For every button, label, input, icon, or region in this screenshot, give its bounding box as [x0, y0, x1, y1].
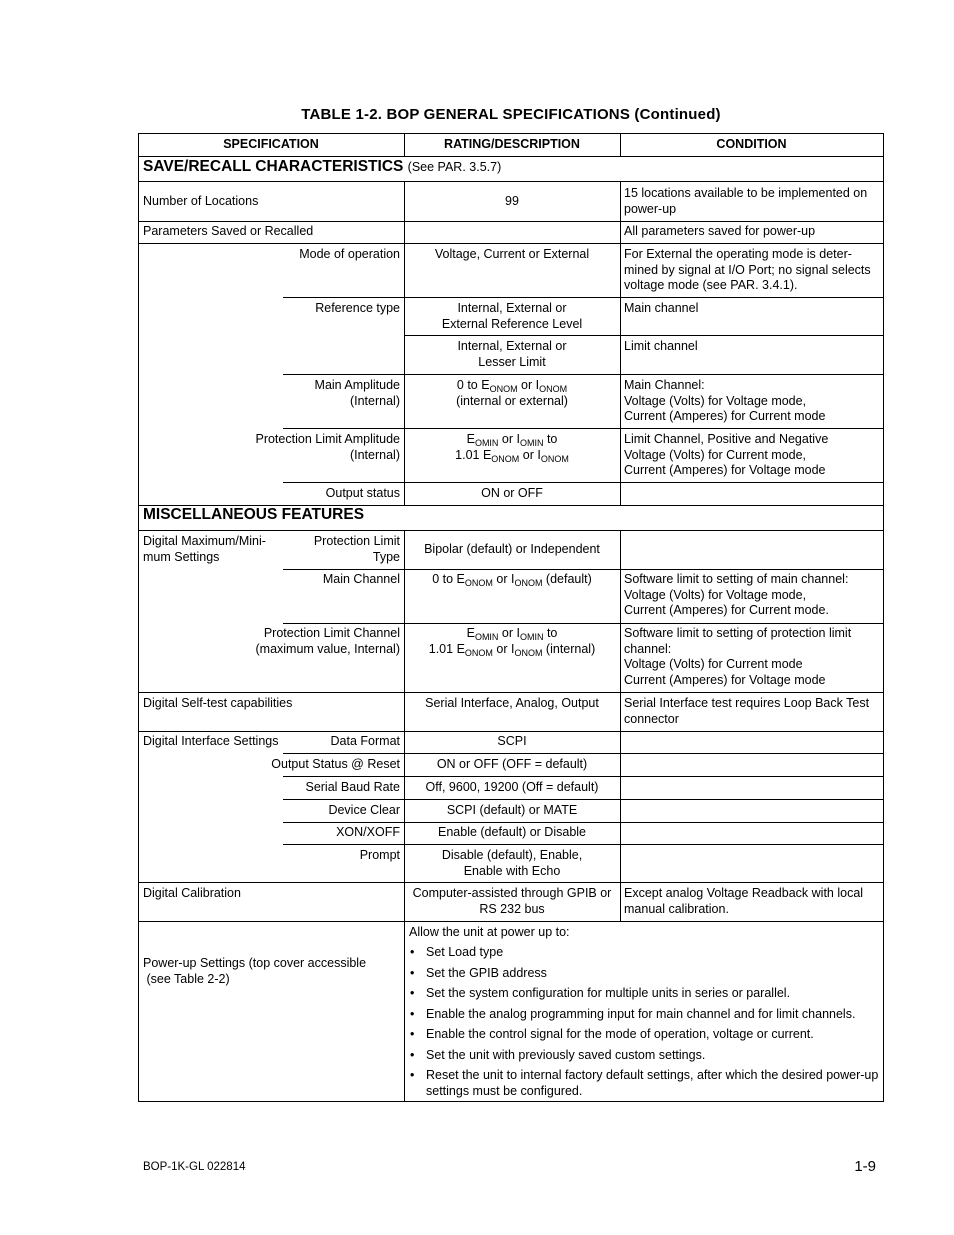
list-item: • Set Load type — [409, 945, 881, 961]
condition-protection-limit-channel: Software limit to setting of protection limit channel: Voltage (Volts) for Current mode Current (Amperes) for Voltage mode — [624, 626, 852, 687]
rating-data-format: SCPI — [497, 734, 527, 748]
condition-parameters: All parameters saved for power-up — [624, 224, 816, 238]
header-specification: SPECIFICATION — [223, 137, 319, 151]
section-save-recall: SAVE/RECALL CHARACTERISTICS (See PAR. 3.5.7) — [143, 158, 502, 175]
spec-prompt: Prompt — [359, 848, 400, 862]
footer-page-number: 1-9 — [854, 1158, 876, 1175]
rating-digital-calibration: Computer-assisted through GPIB or RS 232 bus — [412, 886, 612, 916]
rating-device-clear: SCPI (default) or MATE — [446, 803, 578, 817]
list-item: • Set the GPIB address — [409, 966, 881, 982]
header-rating: RATING/DESCRIPTION — [444, 137, 580, 151]
spec-output-status: Output status — [325, 486, 400, 500]
condition-digital-calibration: Except analog Voltage Readback with local manual calibration. — [624, 886, 864, 916]
spec-reference-type: Reference type — [315, 301, 400, 315]
rating-reference-main: Internal, External or External Reference Level — [441, 301, 583, 331]
spec-self-test: Digital Self-test capabilities — [143, 696, 293, 710]
spec-mode-of-operation: Mode of operation — [299, 247, 400, 261]
list-item: • Reset the unit to internal factory default settings, after which the desired power-up settings must be configured. — [409, 1068, 881, 1099]
rating-main-channel: 0 to $E_{ONOM}$ or $I_{ONOM}$ (default) — [432, 572, 592, 588]
rating-locations: 99 — [505, 194, 519, 208]
rating-protection-amplitude: $E_{OMIN}$ or $I_{OMIN}$ to 1.01 $E_{ONOM}$ or $I_{ONOM}$ — [455, 432, 569, 464]
list-item: • Set the system configuration for multiple units in series or parallel. — [409, 986, 881, 1002]
spec-digital-max-min: Digital Maximum/Mini- mum Settings — [143, 534, 266, 564]
spec-protection-limit-type: Protection Limit Type — [313, 534, 400, 564]
rating-prompt: Disable (default), Enable, Enable with Echo — [441, 848, 583, 878]
list-item: • Set the unit with previously saved custom settings. — [409, 1048, 881, 1064]
condition-protection-amplitude: Limit Channel, Positive and Negative Voltage (Volts) for Current mode, Current (Amperes) for Voltage mode — [624, 432, 829, 478]
condition-self-test: Serial Interface test requires Loop Back Test connector — [624, 696, 870, 726]
rating-reference-limit: Internal, External or Lesser Limit — [457, 339, 567, 369]
spec-output-status-reset: Output Status @ Reset — [271, 757, 400, 771]
list-item: • Enable the analog programming input for main channel and for limit channels. — [409, 1007, 881, 1023]
spec-main-channel: Main Channel — [322, 572, 400, 586]
rating-protection-limit-type: Bipolar (default) or Independent — [424, 542, 600, 556]
condition-limit-channel: Limit channel — [624, 339, 698, 353]
spec-data-format: Data Format — [330, 734, 400, 748]
section-miscellaneous: MISCELLANEOUS FEATURES — [143, 506, 365, 523]
rating-xon-xoff: Enable (default) or Disable — [438, 825, 586, 839]
spec-device-clear: Device Clear — [328, 803, 400, 817]
spec-parameters-saved: Parameters Saved or Recalled — [143, 224, 314, 238]
spec-serial-baud-rate: Serial Baud Rate — [305, 780, 400, 794]
condition-main-channel-limit: Software limit to setting of main channel: Voltage (Volts) for Voltage mode, Current (Amperes) for Current mode. — [624, 572, 849, 618]
spec-number-of-locations: Number of Locations — [143, 194, 259, 208]
rating-main-amplitude: 0 to $E_{ONOM}$ or $I_{ONOM}$ (internal or external) — [456, 378, 568, 408]
spec-xon-xoff: XON/XOFF — [336, 825, 400, 839]
list-item: • Enable the control signal for the mode of operation, voltage or current. — [409, 1027, 881, 1043]
spec-protection-limit-channel: Protection Limit Channel (maximum value, Internal) — [255, 626, 400, 656]
power-up-list — [409, 945, 881, 1099]
table-title: TABLE 1-2. BOP GENERAL SPECIFICATIONS (Continued) — [301, 106, 721, 123]
rating-output-status: ON or OFF — [481, 486, 543, 500]
rating-serial-baud-rate: Off, 9600, 19200 (Off = default) — [425, 780, 599, 794]
spec-main-amplitude: Main Amplitude (Internal) — [314, 378, 400, 408]
rating-mode: Voltage, Current or External — [434, 247, 590, 261]
condition-main-amplitude: Main Channel: Voltage (Volts) for Voltage mode, Current (Amperes) for Current mode — [624, 378, 826, 424]
power-up-description — [409, 925, 881, 1100]
spec-digital-calibration: Digital Calibration — [143, 886, 241, 900]
condition-locations: 15 locations available to be implemented on power-up — [624, 186, 868, 216]
condition-mode: For External the operating mode is deter- mined by signal at I/O Port; no signal selects voltage mode (see PAR. 3.4.1). — [624, 247, 871, 293]
power-up-intro: Allow the unit at power up to: — [409, 925, 570, 939]
rating-output-status-reset: ON or OFF (OFF = default) — [436, 757, 588, 771]
rating-protection-limit-channel: $E_{OMIN}$ or $I_{OMIN}$ to 1.01 $E_{ONOM}$ or $I_{ONOM}$ (internal) — [428, 626, 596, 658]
footer-doc-id: BOP-1K-GL 022814 — [143, 1161, 246, 1173]
spec-protection-limit-amplitude: Protection Limit Amplitude (Internal) — [255, 432, 400, 462]
condition-main-channel: Main channel — [624, 301, 699, 315]
rating-self-test: Serial Interface, Analog, Output — [425, 696, 599, 710]
header-condition: CONDITION — [716, 137, 787, 151]
spec-power-up-settings: Power-up Settings (top cover accessible (see Table 2-2) — [143, 956, 367, 986]
spec-digital-interface: Digital Interface Settings — [143, 734, 279, 748]
